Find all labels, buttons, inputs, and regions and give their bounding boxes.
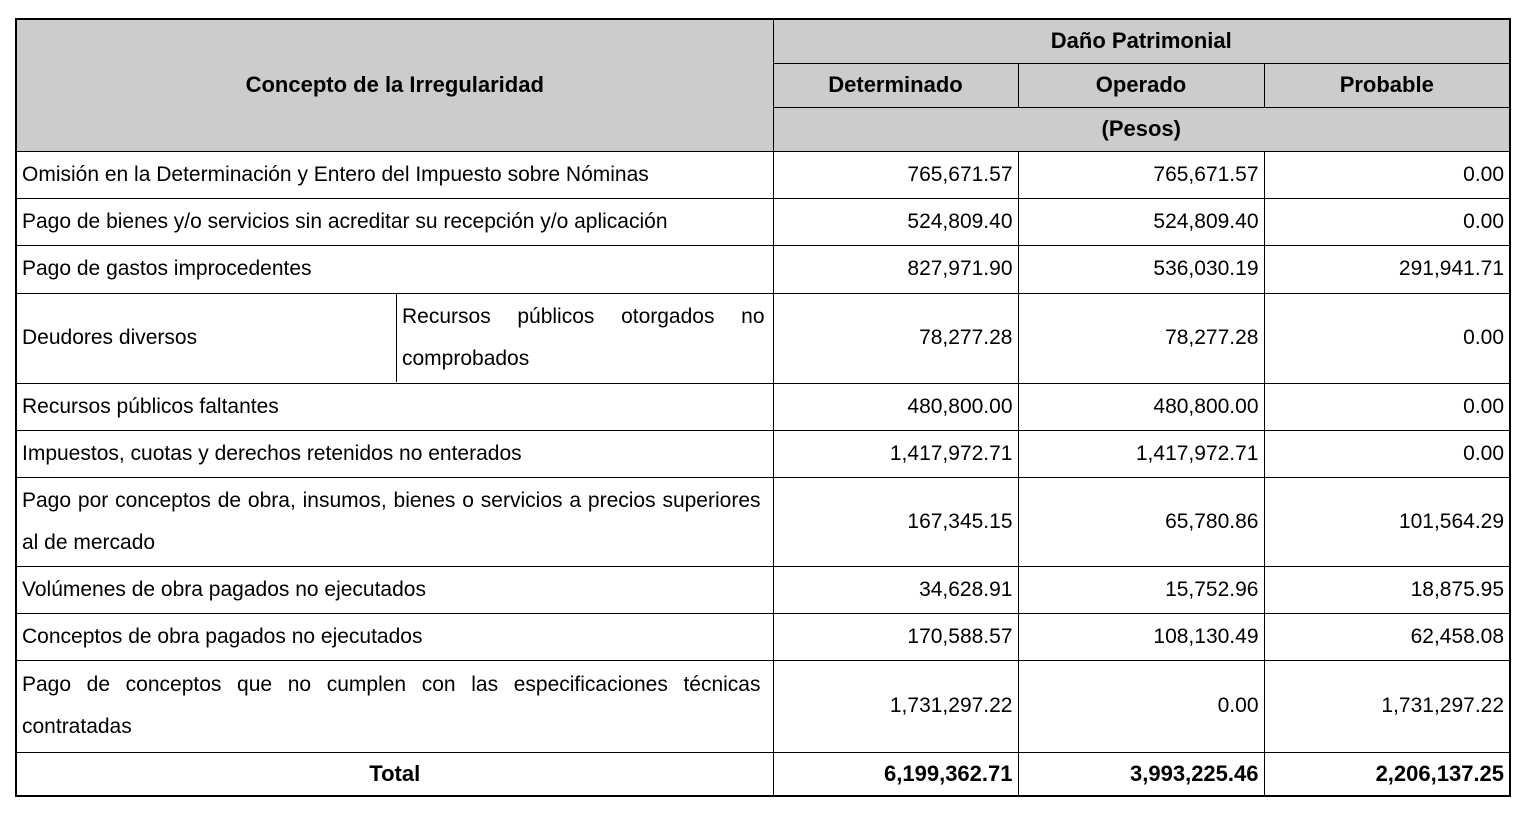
amount-determinado: 167,345.15 (773, 477, 1018, 566)
amount-determinado: 827,971.90 (773, 245, 1018, 293)
amount-determinado: 170,588.57 (773, 613, 1018, 660)
concept-cell: Conceptos de obra pagados no ejecutados (16, 613, 773, 660)
amount-operado: 0.00 (1018, 660, 1264, 752)
table-row (16, 613, 1510, 660)
amount-determinado: 1,731,297.22 (773, 660, 1018, 752)
table-row (16, 293, 1510, 383)
amount-determinado: 34,628.91 (773, 566, 1018, 613)
concept-cell: Pago de conceptos que no cumplen con las especificaciones técnicas contratadas (16, 660, 773, 752)
table-row (16, 151, 1510, 198)
table-row (16, 383, 1510, 430)
header-col-operado: Operado (1018, 63, 1264, 107)
table-row (16, 430, 1510, 477)
amount-determinado: 480,800.00 (773, 383, 1018, 430)
amount-probable: 0.00 (1264, 430, 1510, 477)
header-col-determinado: Determinado (773, 63, 1018, 107)
concept-cell: Volúmenes de obra pagados no ejecutados (16, 566, 773, 613)
total-probable: 2,206,137.25 (1264, 752, 1510, 796)
table-row (16, 477, 1510, 566)
amount-operado: 65,780.86 (1018, 477, 1264, 566)
amount-operado: 536,030.19 (1018, 245, 1264, 293)
dano-patrimonial-table (15, 18, 1511, 797)
header-group-title: Daño Patrimonial (773, 19, 1510, 63)
table-row (16, 566, 1510, 613)
concept-subcell-left: Deudores diversos (22, 325, 198, 349)
header-col-probable: Probable (1264, 63, 1510, 107)
header-row-group (16, 19, 1510, 63)
amount-determinado: 1,417,972.71 (773, 430, 1018, 477)
concept-cell: Pago de gastos improcedentes (16, 245, 773, 293)
concept-split-cell (16, 293, 773, 383)
table-row (16, 245, 1510, 293)
concept-cell: Pago de bienes y/o servicios sin acreditar su recepción y/o aplicación (16, 198, 773, 245)
amount-probable: 0.00 (1264, 151, 1510, 198)
amount-operado: 1,417,972.71 (1018, 430, 1264, 477)
amount-operado: 480,800.00 (1018, 383, 1264, 430)
amount-operado: 15,752.96 (1018, 566, 1264, 613)
amount-determinado: 78,277.28 (773, 293, 1018, 383)
header-concept-column: Concepto de la Irregularidad (16, 19, 773, 151)
total-row (16, 752, 1510, 796)
amount-probable: 0.00 (1264, 293, 1510, 383)
concept-cell: Recursos públicos faltantes (16, 383, 773, 430)
amount-probable: 0.00 (1264, 198, 1510, 245)
concept-cell: Pago por conceptos de obra, insumos, bienes o servicios a precios superiores al de mercado (16, 477, 773, 566)
amount-probable: 18,875.95 (1264, 566, 1510, 613)
amount-operado: 524,809.40 (1018, 198, 1264, 245)
dano-patrimonial-table-wrap (15, 18, 1511, 797)
concept-subcell-right: Recursos públicos otorgados no comprobados (396, 294, 773, 382)
concept-cell: Impuestos, cuotas y derechos retenidos no enterados (16, 430, 773, 477)
amount-probable: 62,458.08 (1264, 613, 1510, 660)
amount-probable: 0.00 (1264, 383, 1510, 430)
table-row (16, 198, 1510, 245)
concept-split (17, 294, 773, 382)
amount-operado: 765,671.57 (1018, 151, 1264, 198)
amount-operado: 108,130.49 (1018, 613, 1264, 660)
amount-determinado: 765,671.57 (773, 151, 1018, 198)
amount-probable: 291,941.71 (1264, 245, 1510, 293)
header-unit-label: (Pesos) (773, 107, 1510, 151)
amount-probable: 101,564.29 (1264, 477, 1510, 566)
amount-determinado: 524,809.40 (773, 198, 1018, 245)
table-row (16, 660, 1510, 752)
total-determinado: 6,199,362.71 (773, 752, 1018, 796)
total-operado: 3,993,225.46 (1018, 752, 1264, 796)
amount-operado: 78,277.28 (1018, 293, 1264, 383)
amount-probable: 1,731,297.22 (1264, 660, 1510, 752)
total-label: Total (16, 752, 773, 796)
concept-cell: Omisión en la Determinación y Entero del Impuesto sobre Nóminas (16, 151, 773, 198)
